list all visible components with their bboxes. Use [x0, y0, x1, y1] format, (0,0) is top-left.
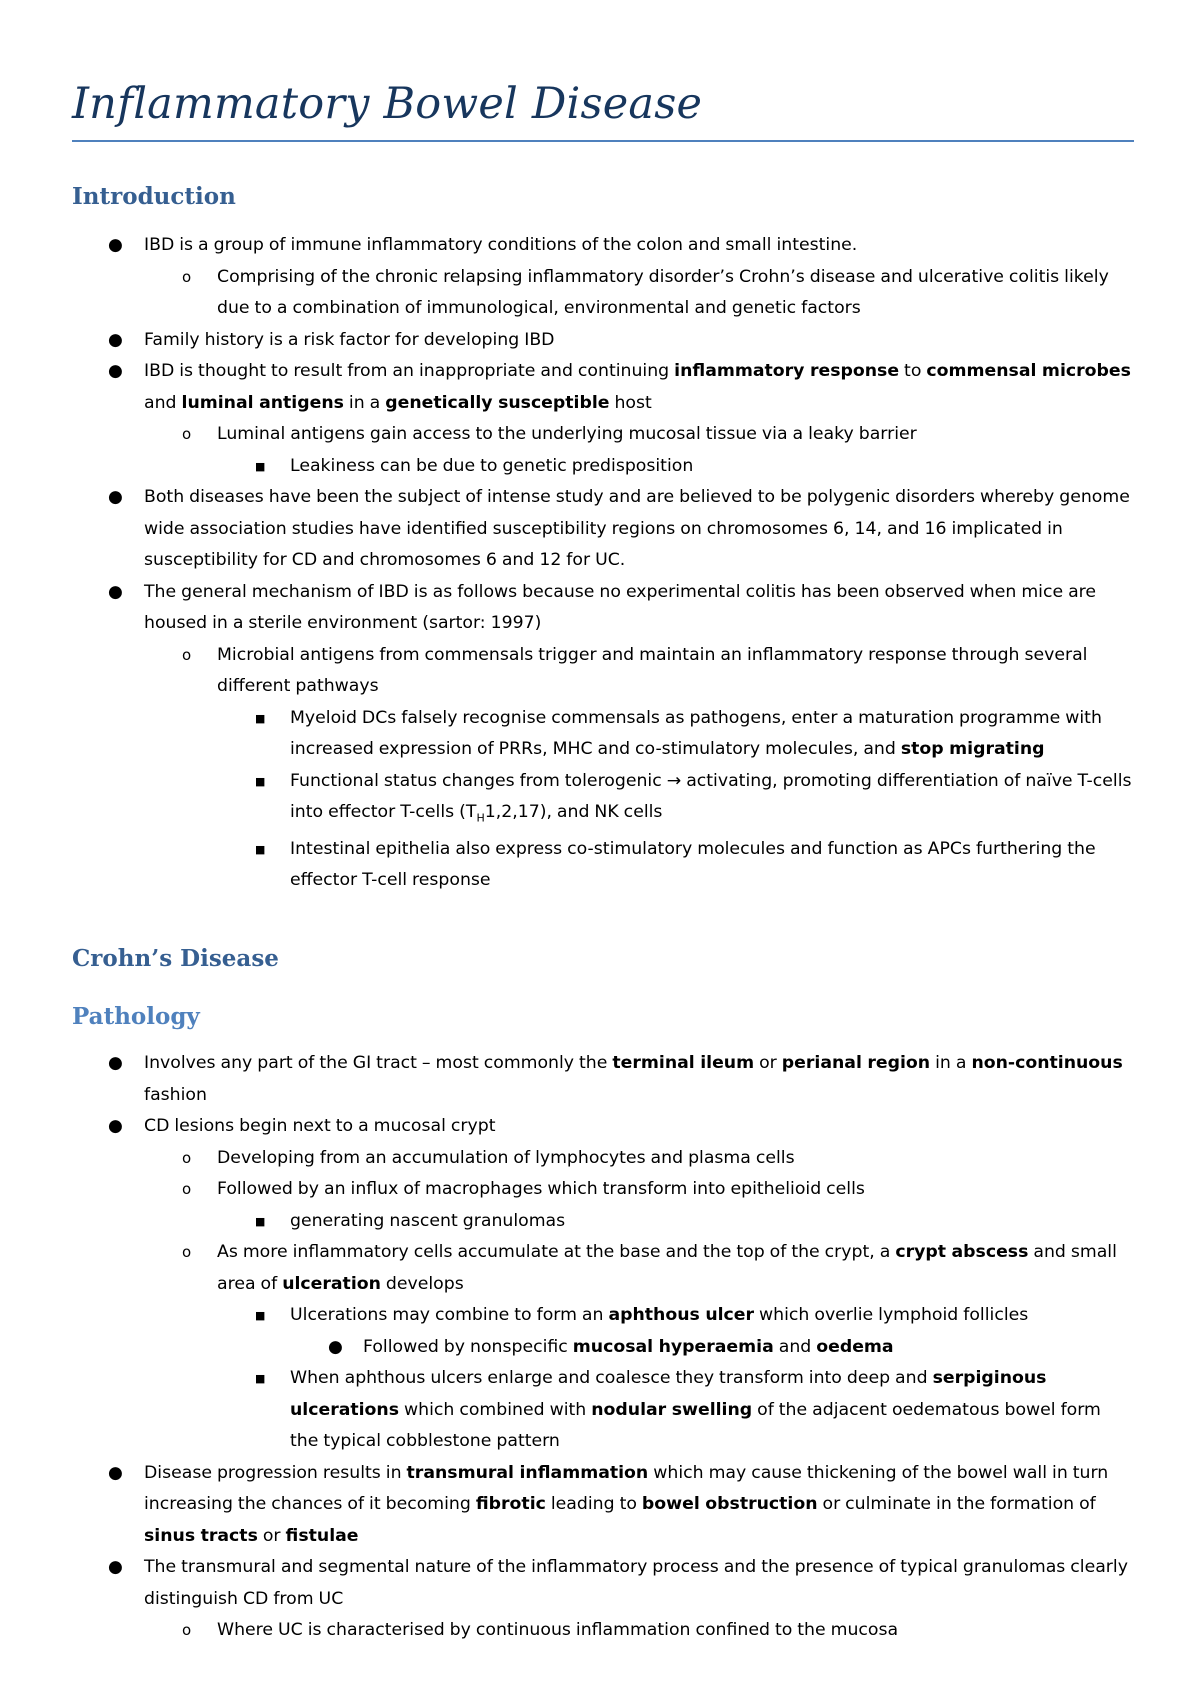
bullet-icon: ■	[255, 711, 266, 725]
bullet-icon: ●	[108, 1116, 123, 1136]
bullet-icon: ■	[255, 459, 266, 473]
list-item: o Followed by an influx of macrophages which transform into epithelioid cells	[0, 1174, 1134, 1206]
bullet-icon: o	[182, 1243, 192, 1261]
list-item: ■ Ulcerations may combine to form an aphthous ulcer which overlie lymphoid follicles	[0, 1300, 1134, 1332]
list-item: ● Followed by nonspecific mucosal hyperaemia and oedema	[0, 1332, 1134, 1364]
title-divider	[72, 140, 1134, 142]
page-title: Inflammatory Bowel Disease	[72, 79, 703, 129]
list-item: o Developing from an accumulation of lymphocytes and plasma cells	[0, 1143, 1134, 1175]
list-item: ● Disease progression results in transmural inflammation which may cause thickening of the bowel wall in turn increasing the chances of it becoming fibrotic leading to bowel obstruction or culminate in the formation of sinus tracts or fistulae	[0, 1458, 1134, 1553]
bullet-icon: o	[182, 1180, 192, 1198]
list-item: ● IBD is thought to result from an inappropriate and continuing inflammatory response to commensal microbes and luminal antigens in a genetically susceptible host	[0, 356, 1134, 419]
list-item: ■ Myeloid DCs falsely recognise commensals as pathogens, enter a maturation programme with increased expression of PRRs, MHC and co-stimulatory molecules, and stop migrating	[0, 703, 1134, 766]
bullet-icon: o	[182, 267, 192, 286]
list-item: ■ When aphthous ulcers enlarge and coalesce they transform into deep and serpiginous ulcerations which combined with nodular swelling of the adjacent oedematous bowel form the typical cobblestone pattern	[0, 1363, 1134, 1458]
pathology-list	[0, 1048, 1200, 1647]
pathology-heading: Pathology	[72, 1003, 200, 1030]
bullet-icon: ●	[108, 1462, 123, 1483]
list-item: ● CD lesions begin next to a mucosal crypt	[0, 1111, 1134, 1143]
bullet-icon: o	[182, 1148, 192, 1167]
list-item: ■ Functional status changes from tolerogenic → activating, promoting differentiation of naïve T-cells into effector T-cells $(T_H1,2,17)$, and NK cells	[0, 766, 1134, 834]
bullet-icon: ●	[108, 1557, 123, 1577]
bullet-icon: o	[182, 425, 192, 443]
bullet-icon: ●	[108, 581, 123, 602]
list-item: ■ Leakiness can be due to genetic predisposition	[0, 451, 1134, 483]
bullet-icon: ●	[108, 487, 123, 507]
crohns-heading: Crohn’s Disease	[72, 945, 279, 972]
list-item: ■ generating nascent granulomas	[0, 1206, 1134, 1238]
list-item: ■ Intestinal epithelia also express co-stimulatory molecules and function as APCs furthering the effector T-cell response	[0, 834, 1134, 897]
bullet-icon: ■	[255, 842, 266, 856]
bullet-icon: o	[182, 1621, 192, 1639]
list-item: ● IBD is a group of immune inflammatory conditions of the colon and small intestine.	[0, 230, 1134, 262]
bullet-icon: ■	[255, 1214, 266, 1228]
bullet-icon: ●	[108, 1053, 123, 1073]
bullet-icon: ●	[328, 1336, 343, 1357]
bullet-icon: o	[182, 645, 192, 664]
list-item: o Where UC is characterised by continuous inflammation confined to the mucosa	[0, 1615, 1134, 1647]
bullet-icon: ●	[108, 361, 123, 381]
bullet-icon: ■	[255, 1309, 266, 1322]
list-item: ● The general mechanism of IBD is as follows because no experimental colitis has been observed when mice are housed in a sterile environment (sartor: 1997)	[0, 577, 1134, 640]
list-item: ● The transmural and segmental nature of the inflammatory process and the presence of typical granulomas clearly distinguish CD from UC	[0, 1552, 1134, 1615]
list-item: o Luminal antigens gain access to the underlying mucosal tissue via a leaky barrier	[0, 419, 1134, 451]
bullet-icon: ●	[108, 235, 123, 255]
list-item: o As more inflammatory cells accumulate at the base and the top of the crypt, a crypt abscess and small area of ulceration develops	[0, 1237, 1134, 1300]
bullet-icon: ■	[255, 1372, 266, 1385]
introduction-heading: Introduction	[72, 183, 236, 210]
list-item: o Microbial antigens from commensals trigger and maintain an inflammatory response through several different pathways	[0, 640, 1134, 703]
list-item: ● Both diseases have been the subject of intense study and are believed to be polygenic disorders whereby genome wide association studies have identified susceptibility regions on chromosomes 6, 14, and 16 implicated in susceptibility for CD and chromosomes 6 and 12 for UC.	[0, 482, 1134, 577]
list-item: o Comprising of the chronic relapsing inflammatory disorder’s Crohn’s disease and ulcerative colitis likely due to a combination of immunological, environmental and genetic factors	[0, 262, 1134, 325]
list-item: ● Involves any part of the GI tract – most commonly the terminal ileum or perianal region in a non-continuous fashion	[0, 1048, 1134, 1111]
bullet-icon: ●	[108, 329, 123, 350]
introduction-list	[0, 230, 1200, 897]
bullet-icon: ■	[255, 774, 266, 788]
list-item: ● Family history is a risk factor for developing IBD	[0, 325, 1134, 357]
